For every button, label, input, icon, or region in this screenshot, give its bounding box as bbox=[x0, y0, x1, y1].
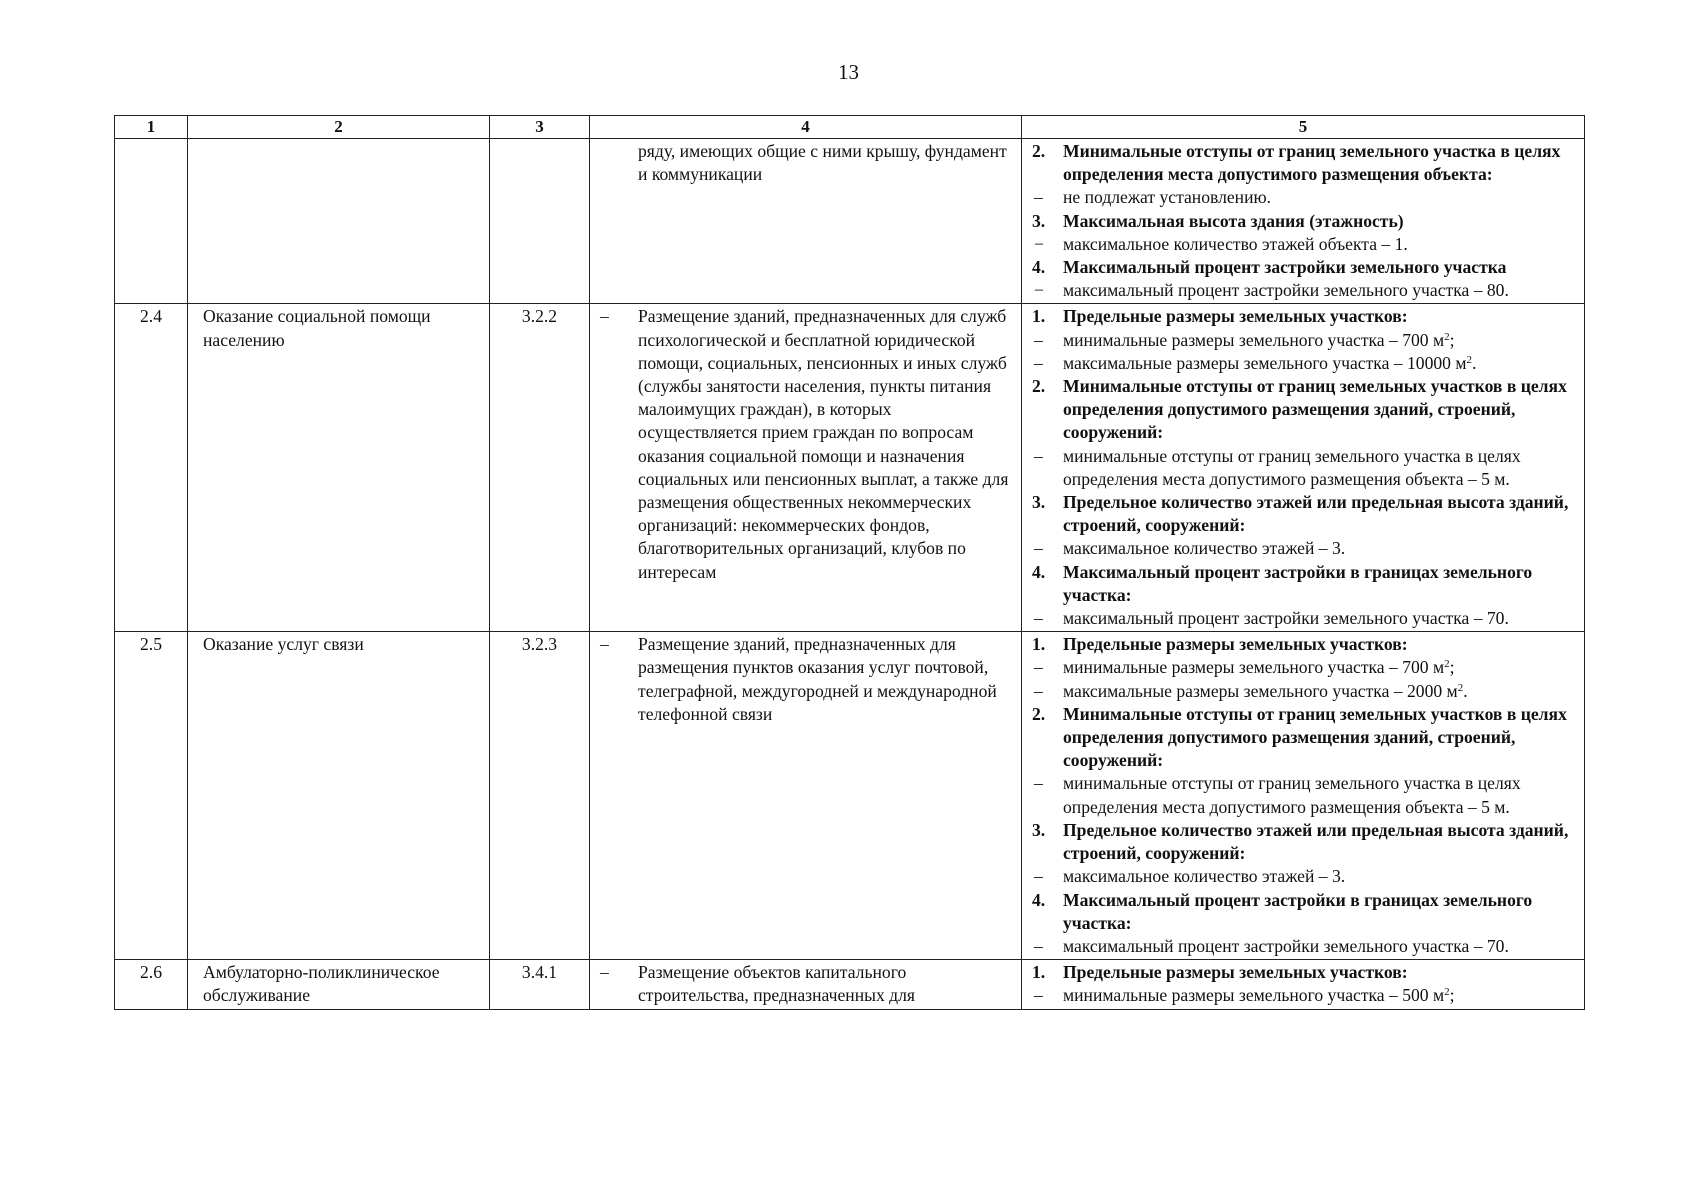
use-code: 3.2.2 bbox=[490, 304, 590, 632]
parameter-item bbox=[1032, 279, 1580, 302]
parameters-cell bbox=[1022, 139, 1585, 304]
parameter-text-tail: ; bbox=[1449, 985, 1455, 1006]
parameters-cell bbox=[1022, 632, 1585, 960]
parameter-text bbox=[1063, 233, 1580, 256]
use-description bbox=[590, 305, 1021, 583]
parameter-text-main: максимальное количество этажей – 3. bbox=[1063, 866, 1346, 887]
table-row bbox=[115, 632, 1585, 960]
use-name-cell bbox=[188, 139, 490, 304]
parameter-number: 3. bbox=[1032, 819, 1046, 840]
parameter-text bbox=[1063, 352, 1580, 375]
parameter-text bbox=[1063, 819, 1580, 865]
parameter-text-main: максимальные размеры земельного участка – 10000 м bbox=[1063, 352, 1467, 373]
parameter-text bbox=[1063, 561, 1580, 607]
dash-marker: – bbox=[1034, 680, 1043, 701]
parameters-cell bbox=[1022, 304, 1585, 632]
parameter-text bbox=[1063, 537, 1580, 560]
parameter-number: 3. bbox=[1032, 210, 1046, 231]
parameter-text-main: Предельные размеры земельных участков: bbox=[1063, 634, 1408, 655]
dash-marker: – bbox=[1034, 985, 1043, 1006]
parameter-item bbox=[1032, 186, 1580, 209]
use-description bbox=[590, 633, 1021, 726]
use-description bbox=[590, 961, 1021, 1007]
parameter-text bbox=[1063, 703, 1580, 773]
parameter-text bbox=[1063, 656, 1580, 679]
parameter-text-main: Максимальный процент застройки в границах земельного участка: bbox=[1063, 561, 1533, 605]
row-number: 2.6 bbox=[115, 960, 188, 1009]
dash-marker: – bbox=[1034, 187, 1043, 208]
use-description-text: ряду, имеющих общие с ними крышу, фундамент и коммуникации bbox=[638, 141, 1007, 185]
parameter-text-main: максимальные размеры земельного участка – 2000 м bbox=[1063, 680, 1458, 701]
parameter-item bbox=[1032, 445, 1580, 491]
parameter-item bbox=[1032, 607, 1580, 630]
table-row bbox=[115, 304, 1585, 632]
parameter-text-main: Минимальные отступы от границ земельных участков в целях определения допустимого размещения зданий, строений, сооружений: bbox=[1063, 703, 1567, 771]
parameter-text-tail: ; bbox=[1449, 657, 1455, 678]
parameter-text bbox=[1063, 445, 1580, 491]
parameter-number: 1. bbox=[1032, 306, 1046, 327]
parameter-item bbox=[1032, 935, 1580, 958]
page-number: 13 bbox=[838, 60, 859, 84]
dash-marker: − bbox=[1034, 280, 1044, 301]
parameter-item bbox=[1032, 352, 1580, 375]
parameter-item bbox=[1032, 772, 1580, 818]
parameter-item bbox=[1032, 680, 1580, 703]
parameters-cell bbox=[1022, 960, 1585, 1009]
parameter-text bbox=[1063, 889, 1580, 935]
parameter-text bbox=[1063, 491, 1580, 537]
parameter-item bbox=[1032, 537, 1580, 560]
dash-marker: – bbox=[600, 962, 609, 983]
parameter-heading bbox=[1032, 819, 1580, 865]
row-number: 2.4 bbox=[115, 304, 188, 632]
use-code: 3.2.3 bbox=[490, 632, 590, 960]
use-description-text: Размещение объектов капитального строительства, предназначенных для bbox=[638, 962, 915, 1006]
parameter-text-main: минимальные размеры земельного участка – 700 м bbox=[1063, 657, 1445, 678]
parameter-number: 4. bbox=[1032, 257, 1046, 278]
parameter-item bbox=[1032, 233, 1580, 256]
parameter-text-main: Минимальные отступы от границ земельного участка в целях определения места допустимого размещения объекта: bbox=[1063, 141, 1561, 185]
parameter-heading bbox=[1032, 961, 1580, 984]
header-cell-2: 2 bbox=[188, 116, 490, 139]
parameter-number: 4. bbox=[1032, 889, 1046, 910]
parameter-text-main: минимальные отступы от границ земельного участка в целях определения места допустимого размещения объекта – 5 м. bbox=[1063, 773, 1521, 817]
superscript: 2 bbox=[1444, 658, 1450, 671]
superscript: 2 bbox=[1457, 681, 1464, 694]
parameter-text-main: не подлежат установлению. bbox=[1063, 187, 1272, 208]
use-description-cell bbox=[590, 139, 1022, 304]
parameter-text bbox=[1063, 984, 1580, 1007]
parameter-number: 2. bbox=[1032, 141, 1046, 161]
parameter-item bbox=[1032, 984, 1580, 1007]
dash-marker: – bbox=[1034, 329, 1043, 350]
parameter-heading bbox=[1032, 633, 1580, 656]
use-name: Оказание социальной помощи населению bbox=[188, 304, 490, 632]
parameter-heading bbox=[1032, 703, 1580, 773]
parameter-heading bbox=[1032, 305, 1580, 328]
parameter-text-main: максимальный процент застройки земельного участка – 70. bbox=[1063, 608, 1509, 629]
dash-marker: − bbox=[1034, 233, 1044, 254]
superscript: 2 bbox=[1444, 330, 1450, 343]
row-number: 2.5 bbox=[115, 632, 188, 960]
parameter-text-main: Минимальные отступы от границ земельных участков в целях определения допустимого размещения зданий, строений, сооружений: bbox=[1063, 376, 1567, 443]
parameter-text-main: Максимальный процент застройки в границах земельного участка: bbox=[1063, 889, 1533, 933]
dash-marker: – bbox=[1034, 538, 1043, 559]
use-code: 3.4.1 bbox=[490, 960, 590, 1009]
zoning-table bbox=[114, 115, 1585, 1010]
parameter-heading bbox=[1032, 210, 1580, 233]
use-code-cell bbox=[490, 139, 590, 304]
parameter-number: 2. bbox=[1032, 703, 1046, 724]
dash-marker: – bbox=[1034, 445, 1043, 466]
row-number-cell bbox=[115, 139, 188, 304]
parameter-text bbox=[1063, 279, 1580, 302]
parameter-number: 1. bbox=[1032, 634, 1046, 655]
table-row-continued bbox=[115, 139, 1585, 304]
parameter-text-main: минимальные размеры земельного участка – 500 м bbox=[1063, 985, 1445, 1006]
parameter-text-main: Предельное количество этажей или предельная высота зданий, строений, сооружений: bbox=[1063, 492, 1569, 536]
parameter-heading bbox=[1032, 256, 1580, 279]
dash-marker: – bbox=[600, 306, 609, 327]
parameter-heading bbox=[1032, 491, 1580, 537]
parameter-text bbox=[1063, 935, 1580, 958]
parameter-text bbox=[1063, 329, 1580, 352]
parameter-number: 3. bbox=[1032, 492, 1046, 513]
parameter-text bbox=[1063, 256, 1580, 279]
parameter-text bbox=[1063, 961, 1580, 984]
dash-marker: – bbox=[1034, 935, 1043, 956]
parameter-item bbox=[1032, 656, 1580, 679]
use-name: Оказание услуг связи bbox=[188, 632, 490, 960]
parameter-heading bbox=[1032, 561, 1580, 607]
parameter-text-main: Предельное количество этажей или предельная высота зданий, строений, сооружений: bbox=[1063, 819, 1569, 864]
use-description-cell bbox=[590, 632, 1022, 960]
use-description-cell bbox=[590, 960, 1022, 1009]
dash-marker: – bbox=[1034, 352, 1043, 373]
header-cell-3: 3 bbox=[490, 116, 590, 139]
use-description-text: Размещение зданий, предназначенных для размещения пунктов оказания услуг почтовой, телеграфной, междугородней и международной телефонной связи bbox=[638, 634, 997, 724]
superscript: 2 bbox=[1444, 986, 1450, 999]
parameter-item bbox=[1032, 329, 1580, 352]
header-row bbox=[115, 116, 1585, 139]
parameter-text-tail: . bbox=[1463, 680, 1468, 701]
parameter-heading bbox=[1032, 375, 1580, 445]
parameter-text-main: Максимальный процент застройки земельного участка bbox=[1063, 257, 1507, 278]
header-cell-4: 4 bbox=[590, 116, 1022, 139]
table-row bbox=[115, 960, 1585, 1009]
dash-marker: – bbox=[1034, 773, 1043, 794]
header-cell-1: 1 bbox=[115, 116, 188, 139]
dash-marker: – bbox=[1034, 657, 1043, 678]
use-description-text: Размещение зданий, предназначенных для служб психологической и бесплатной юридической помощи, социальных, пенсионных и иных служб (службы занятости населения, пункты питания малоимущих граждан), в которых осуществляется прием граждан по вопросам оказания социальной помощи и назначения социальных или пенсионных выплат, а также для размещения общественных некоммерческих организаций: некоммерческих фондов, благотворительных организаций, клубов по интересам bbox=[638, 306, 1009, 582]
parameter-text bbox=[1063, 186, 1580, 209]
parameter-text bbox=[1063, 633, 1580, 656]
parameter-number: 1. bbox=[1032, 962, 1046, 983]
parameter-text bbox=[1063, 772, 1580, 818]
dash-marker: – bbox=[1034, 866, 1043, 887]
parameter-text-main: минимальные отступы от границ земельного участка в целях определения места допустимого размещения объекта – 5 м. bbox=[1063, 445, 1521, 489]
parameter-text-main: максимальное количество этажей – 3. bbox=[1063, 538, 1346, 559]
parameter-number: 2. bbox=[1032, 376, 1046, 397]
dash-marker: – bbox=[600, 634, 609, 655]
parameter-text-main: минимальные размеры земельного участка – 700 м bbox=[1063, 329, 1445, 350]
parameter-heading bbox=[1032, 140, 1580, 186]
header-cell-5: 5 bbox=[1022, 116, 1585, 139]
parameter-item bbox=[1032, 865, 1580, 888]
parameter-text-main: максимальный процент застройки земельного участка – 70. bbox=[1063, 935, 1509, 956]
parameter-text bbox=[1063, 140, 1580, 186]
parameter-text bbox=[1063, 607, 1580, 630]
parameter-text-main: Предельные размеры земельных участков: bbox=[1063, 306, 1408, 327]
use-name: Амбулаторно-поликлиническое обслуживание bbox=[188, 960, 490, 1009]
parameter-text-main: Предельные размеры земельных участков: bbox=[1063, 962, 1408, 983]
parameter-heading bbox=[1032, 889, 1580, 935]
parameter-text bbox=[1063, 865, 1580, 888]
parameter-text bbox=[1063, 375, 1580, 445]
parameter-text-main: максимальный процент застройки земельного участка – 80. bbox=[1063, 280, 1509, 301]
parameter-text bbox=[1063, 305, 1580, 328]
dash-marker: – bbox=[1034, 608, 1043, 629]
parameter-text bbox=[1063, 210, 1580, 233]
use-description-cell bbox=[590, 304, 1022, 632]
parameter-text bbox=[1063, 680, 1580, 703]
parameter-text-tail: ; bbox=[1449, 329, 1455, 350]
superscript: 2 bbox=[1466, 353, 1472, 366]
parameter-text-main: максимальное количество этажей объекта – 1. bbox=[1063, 233, 1408, 254]
parameter-number: 4. bbox=[1032, 561, 1046, 582]
parameter-text-tail: . bbox=[1472, 352, 1477, 373]
parameter-text-main: Максимальная высота здания (этажность) bbox=[1063, 210, 1404, 231]
